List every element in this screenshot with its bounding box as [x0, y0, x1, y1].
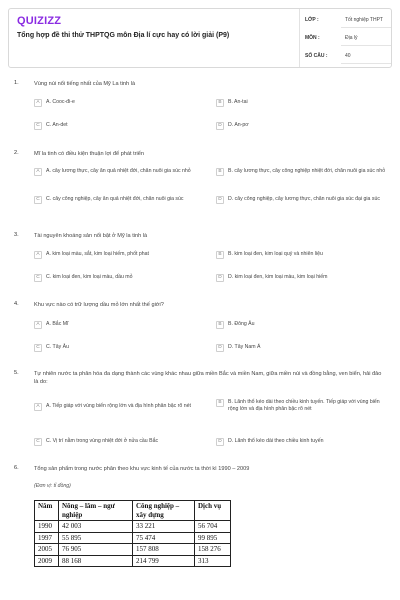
- option-letter-box: A: [34, 168, 42, 176]
- question-text: Tổng sản phẩm trong nước phân theo khu vực kinh tế của nước ta thời kì 1990 – 2009: [34, 466, 250, 472]
- option-text: A. Bắc Mĩ: [46, 321, 69, 327]
- meta-count: [305, 49, 391, 65]
- meta-class-value: Tốt nghiệp THPT: [345, 17, 383, 23]
- option-d[interactable]: [216, 196, 388, 204]
- option-text: D. Lãnh thổ kéo dài theo chiều kinh tuyến: [228, 438, 324, 444]
- option-letter-box: D: [216, 344, 224, 352]
- table-row: [35, 521, 231, 533]
- meta-subject-label: MÔN :: [305, 35, 320, 41]
- table-cell: 2005: [35, 544, 59, 556]
- option-text: C. cây công nghiệp, cây ăn quả nhiệt đới, chăn nuôi gia súc: [46, 196, 184, 202]
- gdp-table: [34, 500, 231, 567]
- option-letter-box: A: [34, 251, 42, 259]
- meta-subject-line: [341, 45, 391, 46]
- header-divider: [299, 9, 300, 67]
- option-text: A. cây lương thực, cây ăn quả nhiệt đới, chăn nuôi gia súc nhỏ: [46, 168, 191, 174]
- option-letter-box: C: [34, 122, 42, 130]
- option-text: B. Lãnh thổ kéo dài theo chiều kinh tuyến. Tiếp giáp với vùng biển rộng lớn và địa hình phân bậc rõ nét: [228, 399, 380, 412]
- question-text: Khu vực nào có trữ lượng dầu mỏ lớn nhất thế giới?: [34, 302, 164, 308]
- header-year: Năm: [35, 501, 59, 521]
- table-cell: 1990: [35, 521, 59, 533]
- option-a[interactable]: [34, 99, 194, 107]
- option-c[interactable]: [34, 196, 212, 204]
- option-text: C. kim loại đen, kim loại màu, dầu mỏ: [46, 274, 133, 280]
- option-letter-box: B: [216, 168, 224, 176]
- option-letter-box: C: [34, 438, 42, 446]
- question-number: 4.: [14, 301, 19, 307]
- option-text: D. cây công nghiệp, cây lương thực, chăn nuôi gia súc đại gia súc: [228, 196, 380, 202]
- brand-logo: QUIZIZZ: [17, 15, 62, 27]
- option-b[interactable]: [216, 321, 388, 329]
- option-c[interactable]: [34, 274, 212, 282]
- header-services: Dịch vụ: [195, 501, 231, 521]
- option-text: C. Vị trí nằm trong vùng nhiệt đới ở nửa cầu Bắc: [46, 438, 159, 444]
- question-text: Mĩ la tinh có điều kiện thuận lợi để phát triển: [34, 151, 145, 157]
- question-number: 3.: [14, 232, 19, 238]
- meta-subject-value: Địa lý: [345, 35, 358, 41]
- header-industry: Công nghiệp – xây dựng: [133, 501, 195, 521]
- table-cell: 76 905: [59, 544, 133, 556]
- option-b[interactable]: [216, 168, 388, 176]
- option-letter-box: C: [34, 344, 42, 352]
- question-number: 5.: [14, 370, 19, 376]
- option-d[interactable]: [216, 438, 388, 446]
- option-text: A. Cooc-đi-e: [46, 99, 75, 105]
- option-letter-box: B: [216, 99, 224, 107]
- option-text: C. Tây Âu: [46, 344, 69, 350]
- question-number: 1.: [14, 80, 19, 86]
- option-text: D. Tây Nam Á: [228, 344, 261, 350]
- table-unit-note: (Đơn vị: tỉ đồng): [34, 483, 71, 489]
- option-letter-box: B: [216, 251, 224, 259]
- table-row: [35, 532, 231, 544]
- table-row: [35, 555, 231, 567]
- worksheet-header: [8, 8, 392, 68]
- option-d[interactable]: [216, 344, 388, 352]
- meta-class: [305, 13, 391, 29]
- table-cell: 2009: [35, 555, 59, 567]
- option-text: A. kim loại màu, sắt, kim loại hiếm, phốt phat: [46, 251, 149, 257]
- option-letter-box: D: [216, 122, 224, 130]
- table-cell: 157 808: [133, 544, 195, 556]
- table-cell: 99 895: [195, 532, 231, 544]
- option-text: D. An-pơ: [228, 122, 249, 128]
- table-cell: 55 895: [59, 532, 133, 544]
- option-letter-box: A: [34, 321, 42, 329]
- option-letter-box: D: [216, 438, 224, 446]
- table-row: [35, 544, 231, 556]
- option-letter-box: C: [34, 274, 42, 282]
- table-cell: 313: [195, 555, 231, 567]
- question-text: Tài nguyên khoáng sản nổi bật ở Mỹ la tinh là: [34, 233, 148, 239]
- meta-class-label: LỚP :: [305, 17, 319, 23]
- option-b[interactable]: [216, 399, 388, 413]
- option-letter-box: D: [216, 274, 224, 282]
- table-cell: 1997: [35, 532, 59, 544]
- option-letter-box: A: [34, 403, 42, 411]
- question-number: 2.: [14, 150, 19, 156]
- table-cell: 33 221: [133, 521, 195, 533]
- option-d[interactable]: [216, 122, 376, 130]
- table-cell: 75 474: [133, 532, 195, 544]
- table-cell: 214 799: [133, 555, 195, 567]
- option-a[interactable]: [34, 251, 212, 259]
- question-text: Tự nhiên nước ta phân hóa đa dạng thành các vùng khác nhau giữa miền Bắc và miền Nam, giữa miền núi và đồng bằng, ven biển, hải đảo là do:: [34, 371, 382, 385]
- option-a[interactable]: [34, 403, 212, 411]
- option-letter-box: B: [216, 399, 224, 407]
- meta-count-label: SỐ CÂU :: [305, 53, 328, 59]
- header-agriculture: Nông – lâm – ngư nghiệp: [59, 501, 133, 521]
- option-c[interactable]: [34, 438, 212, 446]
- option-b[interactable]: [216, 251, 388, 259]
- option-c[interactable]: [34, 122, 194, 130]
- option-text: B. kim loại đen, kim loại quý và nhiên liệu: [228, 251, 323, 257]
- question-text: Vùng núi nổi tiếng nhất của Mỹ La tinh là: [34, 81, 136, 87]
- table-cell: 56 704: [195, 521, 231, 533]
- option-text: D. kim loại đen, kim loại màu, kim loại hiếm: [228, 274, 328, 280]
- option-text: A. Tiếp giáp với vùng biển rộng lớn và địa hình phân bậc rõ nét: [46, 403, 191, 409]
- worksheet-title: Tổng hợp đề thi thử THPTQG môn Địa lí cực hay có lời giải (P9): [17, 32, 230, 39]
- meta-count-line: [341, 63, 391, 64]
- option-text: B. An-tai: [228, 99, 248, 105]
- option-letter-box: D: [216, 196, 224, 204]
- table-cell: 158 276: [195, 544, 231, 556]
- option-d[interactable]: [216, 274, 388, 282]
- option-c[interactable]: [34, 344, 212, 352]
- option-a[interactable]: [34, 168, 212, 176]
- table-cell: 88 168: [59, 555, 133, 567]
- option-letter-box: C: [34, 196, 42, 204]
- option-b[interactable]: [216, 99, 376, 107]
- option-text: B. Đông Âu: [228, 321, 255, 327]
- table-header-row: [35, 501, 231, 521]
- option-letter-box: A: [34, 99, 42, 107]
- option-text: B. cây lương thực, cây công nghiệp nhiệt đới, chăn nuôi gia súc nhỏ: [228, 168, 386, 174]
- question-number: 6.: [14, 465, 19, 471]
- meta-subject: [305, 31, 391, 47]
- table-cell: 42 003: [59, 521, 133, 533]
- option-letter-box: B: [216, 321, 224, 329]
- meta-count-value: 40: [345, 53, 351, 59]
- option-text: C. An-det: [46, 122, 68, 128]
- option-a[interactable]: [34, 321, 212, 329]
- meta-class-line: [341, 27, 391, 28]
